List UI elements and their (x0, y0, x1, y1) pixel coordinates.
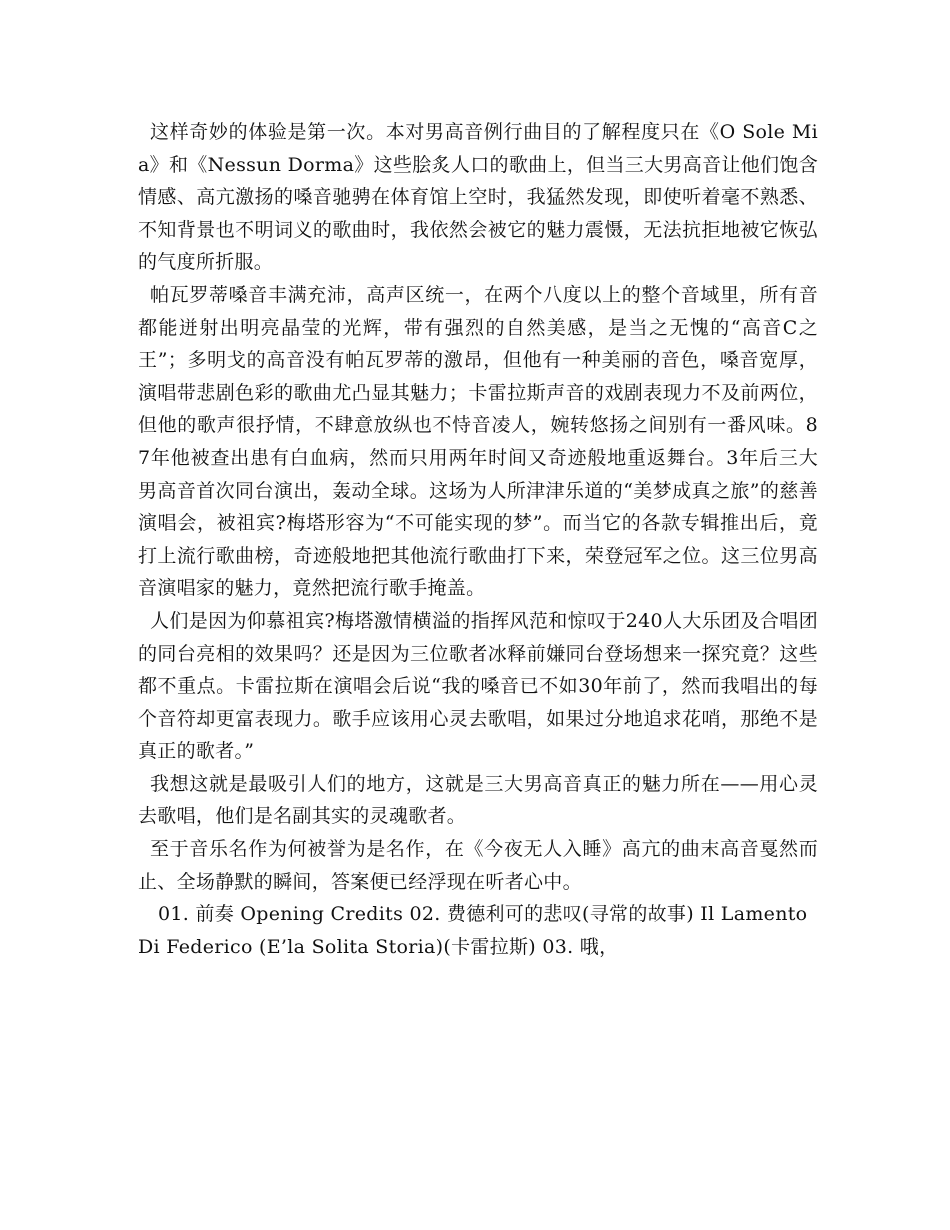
paragraph-soul-singers: 我想这就是最吸引人们的地方，这就是三大男高音真正的魅力所在——用心灵去歌唱，他们是名副其实的灵魂歌者。 (138, 772, 818, 828)
paragraph-masterpiece: 至于音乐名作为何被誉为是名作，在《今夜无人入睡》高亢的曲末高音戛然而止、全场静默的瞬间，答案便已经浮现在听者心中。 (138, 838, 818, 893)
paragraph-why-popular: 人们是因为仰慕祖宾?梅塔激情横溢的指挥风范和惊叹于240人大乐团及合唱团的同台亮相的效果吗？还是因为三位歌者冰释前嫌同台登场想来一探究竟？这些都不重点。卡雷拉斯在演唱会后说“我的嗓音已不如30年前了，然而我唱出的每个音符却更富表现力。歌手应该用心灵去歌唱，如果过分地追求花哨，那绝不是真正的歌者。” (138, 609, 818, 763)
tracklist: 01. 前奏 Opening Credits 02. 费德利可的悲叹(寻常的故事) Il Lamento Di Federico (E’la Solita Storia)(卡雷拉斯) 03. 哦， (138, 903, 808, 958)
paragraph-experience: 这样奇妙的体验是第一次。本对男高音例行曲目的了解程度只在《O Sole Mia》和《Nessun Dorma》这些脍炙人口的歌曲上，但当三大男高音让他们饱含情感、高亢激扬的嗓音驰骋在体育馆上空时，我猛然发现，即使听着毫不熟悉、不知背景也不明词义的歌曲时，我依然会被它的魅力震慑，无法抗拒地被它恢弘的气度所折服。 (138, 121, 818, 274)
paragraph-three-tenors: 帕瓦罗蒂嗓音丰满充沛，高声区统一，在两个八度以上的整个音域里，所有音都能迸射出明亮晶莹的光辉，带有强烈的自然美感，是当之无愧的“高音C之王”；多明戈的高音没有帕瓦罗蒂的激昂，但他有一种美丽的音色，嗓音宽厚，演唱带悲剧色彩的歌曲尤凸显其魅力；卡雷拉斯声音的戏剧表现力不及前两位，但他的歌声很抒情，不肆意放纵也不恃音凌人，婉转悠扬之间别有一番风味。87年他被查出患有白血病，然而只用两年时间又奇迹般地重返舞台。3年后三大男高音首次同台演出，轰动全球。这场为人所津津乐道的“美梦成真之旅”的慈善演唱会，被祖宾?梅塔形容为“不可能实现的梦”。而当它的各款专辑推出后，竟打上流行歌曲榜，奇迹般地把其他流行歌曲打下来，荣登冠军之位。这三位男高音演唱家的魅力，竟然把流行歌手掩盖。 (138, 283, 818, 600)
document-page (138, 116, 818, 963)
